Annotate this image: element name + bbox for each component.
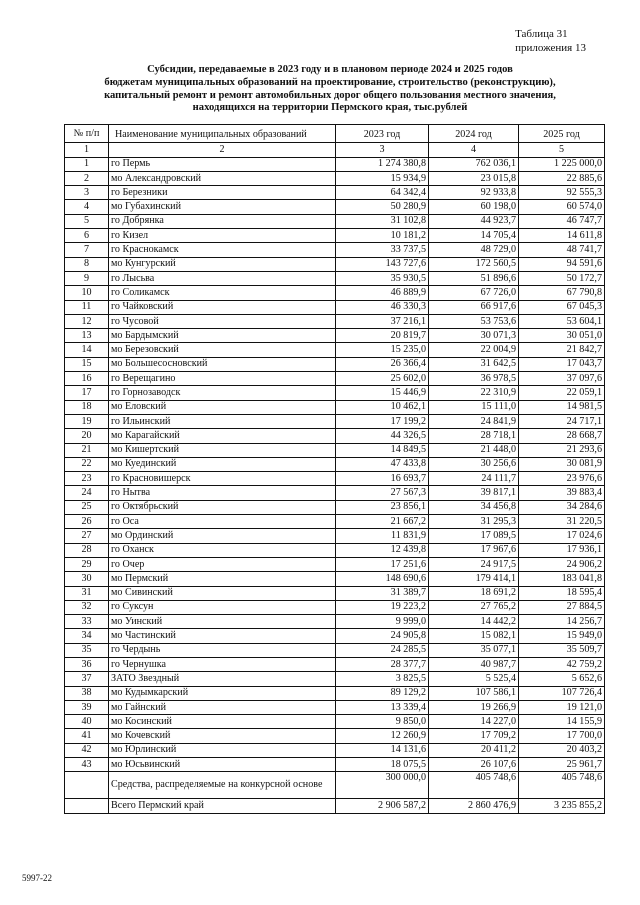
- competitive-2025: 405 748,6: [519, 772, 605, 799]
- municipality-name: го Октябрьский: [109, 500, 336, 514]
- value-2025: 35 509,7: [519, 643, 605, 657]
- value-2023: 20 819,7: [336, 329, 429, 343]
- value-2023: 17 251,6: [336, 557, 429, 571]
- municipality-name: го Добрянка: [109, 214, 336, 228]
- municipality-name: го Чайковский: [109, 300, 336, 314]
- document-code: 5997-22: [22, 873, 52, 883]
- value-2024: 172 560,5: [429, 257, 519, 271]
- table-row: [65, 686, 605, 700]
- row-number: 30: [65, 572, 109, 586]
- municipality-name: мо Карагайский: [109, 429, 336, 443]
- value-2024: 14 705,4: [429, 229, 519, 243]
- municipality-name: мо Юсьвинский: [109, 758, 336, 772]
- row-number: 9: [65, 271, 109, 285]
- table-row: [65, 372, 605, 386]
- column-number: 1: [65, 143, 109, 157]
- value-2024: 21 448,0: [429, 443, 519, 457]
- row-number: 11: [65, 300, 109, 314]
- value-2024: 40 987,7: [429, 657, 519, 671]
- value-2023: 24 285,5: [336, 643, 429, 657]
- municipality-name: мо Березовский: [109, 343, 336, 357]
- column-number: 5: [519, 143, 605, 157]
- value-2025: 14 155,9: [519, 715, 605, 729]
- value-2023: 16 693,7: [336, 472, 429, 486]
- row-number: 2: [65, 171, 109, 185]
- value-2025: 22 059,1: [519, 386, 605, 400]
- empty-cell: [65, 799, 109, 813]
- value-2024: 26 107,6: [429, 758, 519, 772]
- value-2025: 19 121,0: [519, 700, 605, 714]
- total-2023: 2 906 587,2: [336, 799, 429, 813]
- value-2025: 183 041,8: [519, 572, 605, 586]
- table-row: [65, 643, 605, 657]
- table-row: [65, 300, 605, 314]
- table-row: [65, 600, 605, 614]
- value-2023: 31 389,7: [336, 586, 429, 600]
- row-number: 24: [65, 486, 109, 500]
- value-2025: 27 884,5: [519, 600, 605, 614]
- row-number: 10: [65, 286, 109, 300]
- table-row: [65, 758, 605, 772]
- value-2023: 1 274 380,8: [336, 157, 429, 171]
- table-row: [65, 429, 605, 443]
- municipality-name: мо Сивинский: [109, 586, 336, 600]
- value-2025: 30 081,9: [519, 457, 605, 471]
- row-number: 5: [65, 214, 109, 228]
- row-number: 43: [65, 758, 109, 772]
- table-row: [65, 314, 605, 328]
- total-label: Всего Пермский край: [109, 799, 336, 813]
- municipality-name: го Кизел: [109, 229, 336, 243]
- table-row: [65, 171, 605, 185]
- value-2023: 47 433,8: [336, 457, 429, 471]
- title-line: капитальный ремонт и ремонт автомобильных дорог общего пользования местного значения,: [104, 89, 556, 101]
- value-2025: 48 741,7: [519, 243, 605, 257]
- row-number: 12: [65, 314, 109, 328]
- municipality-name: мо Пермский: [109, 572, 336, 586]
- value-2025: 23 976,6: [519, 472, 605, 486]
- row-number: 19: [65, 414, 109, 428]
- value-2024: 24 111,7: [429, 472, 519, 486]
- value-2023: 9 850,0: [336, 715, 429, 729]
- value-2025: 92 555,3: [519, 186, 605, 200]
- value-2025: 17 043,7: [519, 357, 605, 371]
- value-2024: 31 642,5: [429, 357, 519, 371]
- municipality-name: го Очер: [109, 557, 336, 571]
- table-row: [65, 586, 605, 600]
- table-row: [65, 672, 605, 686]
- row-number: 13: [65, 329, 109, 343]
- value-2025: 14 981,5: [519, 400, 605, 414]
- value-2024: 15 082,1: [429, 629, 519, 643]
- value-2025: 107 726,4: [519, 686, 605, 700]
- municipality-name: го Нытва: [109, 486, 336, 500]
- value-2023: 18 075,5: [336, 758, 429, 772]
- value-2023: 26 366,4: [336, 357, 429, 371]
- row-number: 41: [65, 729, 109, 743]
- value-2023: 19 223,2: [336, 600, 429, 614]
- row-number: 20: [65, 429, 109, 443]
- value-2025: 14 611,8: [519, 229, 605, 243]
- value-2024: 24 917,5: [429, 557, 519, 571]
- table-row: [65, 700, 605, 714]
- row-number: 3: [65, 186, 109, 200]
- table-row: [65, 286, 605, 300]
- table-reference: [515, 27, 586, 55]
- value-2023: 12 260,9: [336, 729, 429, 743]
- value-2023: 15 934,9: [336, 171, 429, 185]
- row-number: 8: [65, 257, 109, 271]
- value-2023: 21 667,2: [336, 515, 429, 529]
- value-2025: 50 172,7: [519, 271, 605, 285]
- municipality-name: го Соликамск: [109, 286, 336, 300]
- value-2024: 35 077,1: [429, 643, 519, 657]
- value-2023: 10 462,1: [336, 400, 429, 414]
- municipality-name: го Лысьва: [109, 271, 336, 285]
- row-number: 35: [65, 643, 109, 657]
- table-row: [65, 629, 605, 643]
- empty-cell: [65, 772, 109, 799]
- value-2025: 53 604,1: [519, 314, 605, 328]
- value-2025: 1 225 000,0: [519, 157, 605, 171]
- value-2024: 762 036,1: [429, 157, 519, 171]
- value-2023: 33 737,5: [336, 243, 429, 257]
- table-row: [65, 229, 605, 243]
- value-2023: 13 339,4: [336, 700, 429, 714]
- value-2023: 11 831,9: [336, 529, 429, 543]
- row-number: 15: [65, 357, 109, 371]
- value-2023: 15 446,9: [336, 386, 429, 400]
- row-number: 16: [65, 372, 109, 386]
- municipality-name: мо Куединский: [109, 457, 336, 471]
- value-2024: 67 726,0: [429, 286, 519, 300]
- table-row: [65, 472, 605, 486]
- row-number: 1: [65, 157, 109, 171]
- municipality-name: мо Кудымкарский: [109, 686, 336, 700]
- municipality-name: го Березники: [109, 186, 336, 200]
- value-2024: 14 442,2: [429, 615, 519, 629]
- municipality-name: го Верещагино: [109, 372, 336, 386]
- value-2024: 27 765,2: [429, 600, 519, 614]
- row-number: 38: [65, 686, 109, 700]
- appendix-number: приложения 13: [515, 42, 586, 54]
- competitive-label: Средства, распределяемые на конкурсной основе: [109, 772, 336, 799]
- value-2023: 14 131,6: [336, 743, 429, 757]
- title-line: Субсидии, передаваемые в 2023 году и в плановом периоде 2024 и 2025 годов: [147, 64, 513, 75]
- table-row: [65, 615, 605, 629]
- title-line: находящихся на территории Пермского края, тыс.рублей: [192, 102, 468, 114]
- value-2024: 15 111,0: [429, 400, 519, 414]
- value-2023: 89 129,2: [336, 686, 429, 700]
- value-2024: 51 896,6: [429, 271, 519, 285]
- table-row: [65, 486, 605, 500]
- row-number: 29: [65, 557, 109, 571]
- table-row: [65, 657, 605, 671]
- value-2024: 28 718,1: [429, 429, 519, 443]
- municipality-name: го Горнозаводск: [109, 386, 336, 400]
- header-2024: 2024 год: [429, 125, 519, 143]
- table-row: [65, 271, 605, 285]
- municipality-name: го Оханск: [109, 543, 336, 557]
- value-2023: 44 326,5: [336, 429, 429, 443]
- value-2023: 27 567,3: [336, 486, 429, 500]
- municipality-name: го Чусовой: [109, 314, 336, 328]
- total-row: [65, 799, 605, 813]
- value-2025: 67 790,8: [519, 286, 605, 300]
- value-2024: 92 933,8: [429, 186, 519, 200]
- municipality-name: мо Кишертский: [109, 443, 336, 457]
- table-row: [65, 386, 605, 400]
- table-row: [65, 186, 605, 200]
- value-2025: 25 961,7: [519, 758, 605, 772]
- table-row: [65, 443, 605, 457]
- value-2023: 15 235,0: [336, 343, 429, 357]
- value-2024: 66 917,6: [429, 300, 519, 314]
- municipality-name: го Красновишерск: [109, 472, 336, 486]
- value-2024: 30 071,3: [429, 329, 519, 343]
- row-number: 25: [65, 500, 109, 514]
- municipality-name: мо Юрлинский: [109, 743, 336, 757]
- value-2024: 107 586,1: [429, 686, 519, 700]
- value-2024: 31 295,3: [429, 515, 519, 529]
- row-number: 6: [65, 229, 109, 243]
- municipality-name: мо Бардымский: [109, 329, 336, 343]
- municipality-name: го Суксун: [109, 600, 336, 614]
- value-2025: 5 652,6: [519, 672, 605, 686]
- municipality-name: мо Частинский: [109, 629, 336, 643]
- table-row: [65, 715, 605, 729]
- row-number: 28: [65, 543, 109, 557]
- row-number: 34: [65, 629, 109, 643]
- table-row: [65, 329, 605, 343]
- municipality-name: мо Кочевский: [109, 729, 336, 743]
- row-number: 4: [65, 200, 109, 214]
- municipality-name: го Оса: [109, 515, 336, 529]
- table-body: [65, 157, 605, 772]
- row-number: 17: [65, 386, 109, 400]
- row-number: 14: [65, 343, 109, 357]
- value-2025: 31 220,5: [519, 515, 605, 529]
- value-2025: 21 842,7: [519, 343, 605, 357]
- subsidy-table: [64, 124, 605, 814]
- municipality-name: мо Губахинский: [109, 200, 336, 214]
- value-2024: 17 967,6: [429, 543, 519, 557]
- table-row: [65, 515, 605, 529]
- row-number: 33: [65, 615, 109, 629]
- value-2024: 24 841,9: [429, 414, 519, 428]
- value-2024: 53 753,6: [429, 314, 519, 328]
- value-2023: 3 825,5: [336, 672, 429, 686]
- value-2024: 34 456,8: [429, 500, 519, 514]
- value-2025: 67 045,3: [519, 300, 605, 314]
- value-2024: 22 310,9: [429, 386, 519, 400]
- value-2025: 39 883,4: [519, 486, 605, 500]
- value-2024: 5 525,4: [429, 672, 519, 686]
- column-number: 4: [429, 143, 519, 157]
- row-number: 23: [65, 472, 109, 486]
- row-number: 36: [65, 657, 109, 671]
- value-2023: 12 439,8: [336, 543, 429, 557]
- document-title: [70, 64, 590, 115]
- table-row: [65, 572, 605, 586]
- value-2025: 60 574,0: [519, 200, 605, 214]
- table-row: [65, 343, 605, 357]
- municipality-name: го Чернушка: [109, 657, 336, 671]
- value-2024: 18 691,2: [429, 586, 519, 600]
- value-2023: 17 199,2: [336, 414, 429, 428]
- value-2024: 30 256,6: [429, 457, 519, 471]
- value-2023: 25 602,0: [336, 372, 429, 386]
- row-number: 27: [65, 529, 109, 543]
- table-row: [65, 257, 605, 271]
- value-2023: 148 690,6: [336, 572, 429, 586]
- value-2025: 18 595,4: [519, 586, 605, 600]
- value-2023: 24 905,8: [336, 629, 429, 643]
- value-2023: 143 727,6: [336, 257, 429, 271]
- value-2024: 14 227,0: [429, 715, 519, 729]
- value-2023: 46 889,9: [336, 286, 429, 300]
- value-2025: 94 591,6: [519, 257, 605, 271]
- value-2025: 17 700,0: [519, 729, 605, 743]
- value-2024: 22 004,9: [429, 343, 519, 357]
- value-2024: 179 414,1: [429, 572, 519, 586]
- value-2023: 35 930,5: [336, 271, 429, 285]
- row-number: 40: [65, 715, 109, 729]
- value-2024: 44 923,7: [429, 214, 519, 228]
- row-number: 42: [65, 743, 109, 757]
- value-2023: 50 280,9: [336, 200, 429, 214]
- value-2023: 37 216,1: [336, 314, 429, 328]
- title-line: бюджетам муниципальных образований на проектирование, строительство (реконструкцию),: [104, 76, 556, 88]
- table-row: [65, 414, 605, 428]
- value-2025: 22 885,6: [519, 171, 605, 185]
- table-row: [65, 357, 605, 371]
- municipality-name: го Чердынь: [109, 643, 336, 657]
- table-row: [65, 214, 605, 228]
- table-row: [65, 743, 605, 757]
- table-row: [65, 157, 605, 171]
- value-2024: 19 266,9: [429, 700, 519, 714]
- table-row: [65, 243, 605, 257]
- value-2024: 20 411,2: [429, 743, 519, 757]
- value-2025: 34 284,6: [519, 500, 605, 514]
- municipality-name: мо Кунгурский: [109, 257, 336, 271]
- value-2024: 60 198,0: [429, 200, 519, 214]
- value-2025: 20 403,2: [519, 743, 605, 757]
- table-summary: [65, 772, 605, 813]
- value-2023: 14 849,5: [336, 443, 429, 457]
- value-2025: 42 759,2: [519, 657, 605, 671]
- table-row: [65, 729, 605, 743]
- row-number: 22: [65, 457, 109, 471]
- value-2025: 15 949,0: [519, 629, 605, 643]
- municipality-name: го Ильинский: [109, 414, 336, 428]
- value-2024: 17 709,2: [429, 729, 519, 743]
- value-2025: 14 256,7: [519, 615, 605, 629]
- column-number: 2: [109, 143, 336, 157]
- column-number-row: [65, 143, 605, 157]
- table-row: [65, 457, 605, 471]
- competitive-2024: 405 748,6: [429, 772, 519, 799]
- row-number: 39: [65, 700, 109, 714]
- value-2025: 46 747,7: [519, 214, 605, 228]
- municipality-name: мо Александровский: [109, 171, 336, 185]
- value-2025: 24 906,2: [519, 557, 605, 571]
- value-2025: 24 717,1: [519, 414, 605, 428]
- municipality-name: го Пермь: [109, 157, 336, 171]
- value-2023: 28 377,7: [336, 657, 429, 671]
- total-2025: 3 235 855,2: [519, 799, 605, 813]
- value-2024: 17 089,5: [429, 529, 519, 543]
- total-2024: 2 860 476,9: [429, 799, 519, 813]
- value-2023: 23 856,1: [336, 500, 429, 514]
- column-number: 3: [336, 143, 429, 157]
- value-2023: 46 330,3: [336, 300, 429, 314]
- municipality-name: мо Уинский: [109, 615, 336, 629]
- municipality-name: мо Гайнский: [109, 700, 336, 714]
- municipality-name: мо Ординский: [109, 529, 336, 543]
- row-number: 26: [65, 515, 109, 529]
- header-2025: 2025 год: [519, 125, 605, 143]
- row-number: 18: [65, 400, 109, 414]
- table-row: [65, 400, 605, 414]
- municipality-name: ЗАТО Звездный: [109, 672, 336, 686]
- value-2025: 17 024,6: [519, 529, 605, 543]
- value-2024: 23 015,8: [429, 171, 519, 185]
- table-row: [65, 529, 605, 543]
- header-row: [65, 125, 605, 143]
- value-2024: 36 978,5: [429, 372, 519, 386]
- value-2024: 39 817,1: [429, 486, 519, 500]
- value-2025: 21 293,6: [519, 443, 605, 457]
- municipality-name: мо Косинский: [109, 715, 336, 729]
- table-row: [65, 557, 605, 571]
- value-2025: 17 936,1: [519, 543, 605, 557]
- row-number: 7: [65, 243, 109, 257]
- value-2024: 48 729,0: [429, 243, 519, 257]
- value-2023: 31 102,8: [336, 214, 429, 228]
- value-2025: 28 668,7: [519, 429, 605, 443]
- value-2025: 37 097,6: [519, 372, 605, 386]
- competitive-2023: 300 000,0: [336, 772, 429, 799]
- table-number: Таблица 31: [515, 28, 568, 40]
- table-row: [65, 543, 605, 557]
- row-number: 31: [65, 586, 109, 600]
- row-number: 32: [65, 600, 109, 614]
- competitive-row: [65, 772, 605, 799]
- municipality-name: мо Большесосновский: [109, 357, 336, 371]
- row-number: 37: [65, 672, 109, 686]
- value-2025: 30 051,0: [519, 329, 605, 343]
- row-number: 21: [65, 443, 109, 457]
- table-row: [65, 500, 605, 514]
- value-2023: 9 999,0: [336, 615, 429, 629]
- municipality-name: го Краснокамск: [109, 243, 336, 257]
- value-2023: 64 342,4: [336, 186, 429, 200]
- municipality-name: мо Еловский: [109, 400, 336, 414]
- header-2023: 2023 год: [336, 125, 429, 143]
- table-row: [65, 200, 605, 214]
- header-name: Наименование муниципальных образований: [109, 125, 336, 143]
- header-num: № п/п: [65, 125, 109, 143]
- value-2023: 10 181,2: [336, 229, 429, 243]
